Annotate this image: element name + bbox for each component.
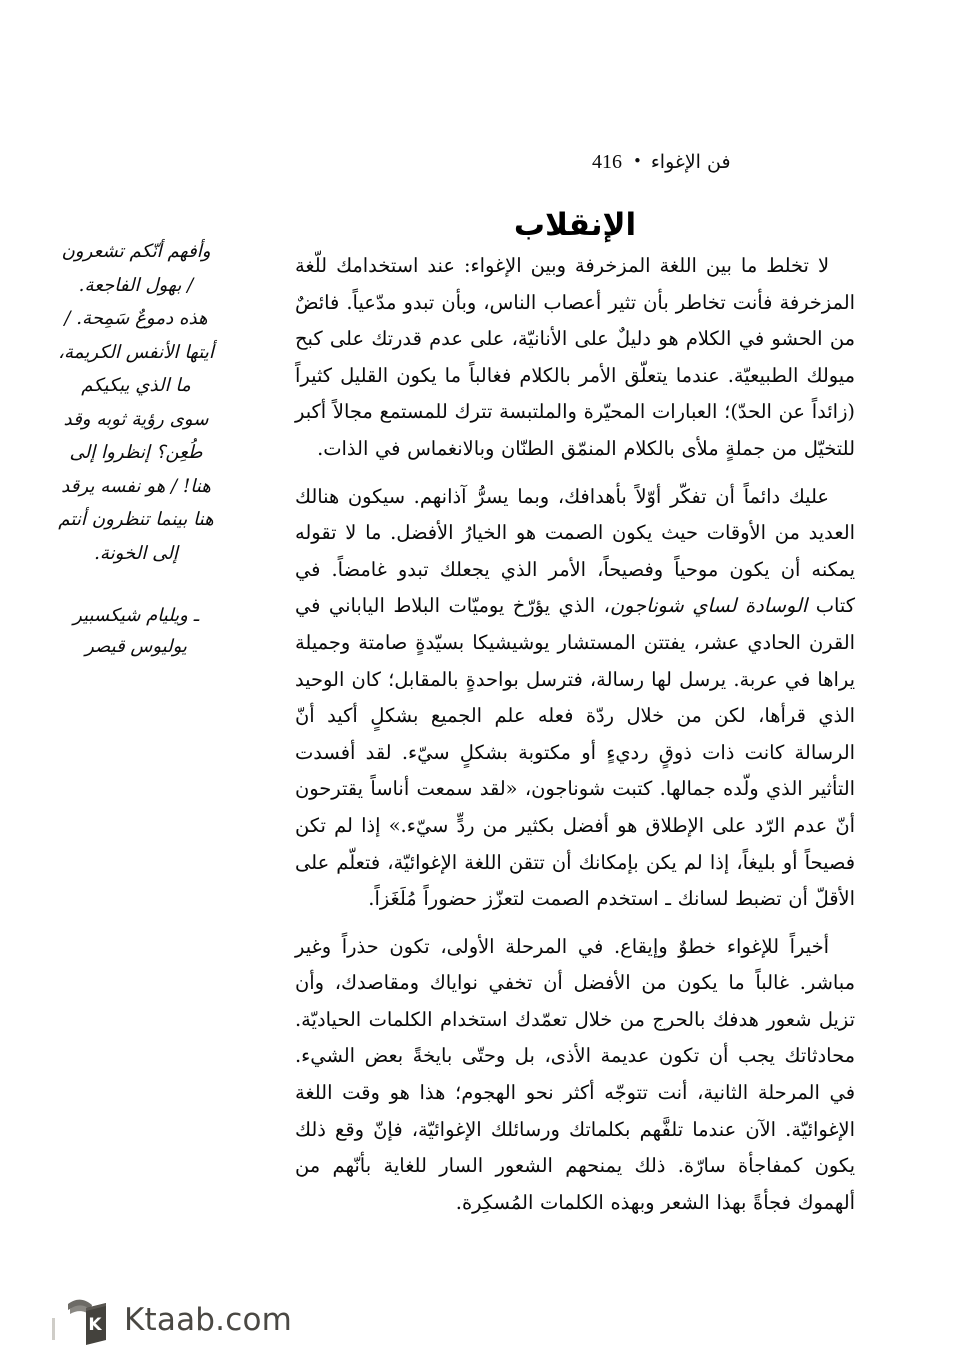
book-title-italic: الوسادة لساي شوناجون: [609, 594, 808, 618]
margin-quote-line: وأفهم أنّكم تشعرون: [61, 241, 211, 262]
body-paragraph-1: لا تخلط ما بين اللغة المزخرفة وبين الإغواء: عند استخدامك للّغة المزخرفة فأنت تخاطر بأن تثير أعصاب الناس، وبأن تبدو مدّعياً. فائضٌ من الحشو في الكلام هو دليلٌ على الأنانيّة، على عدم قدرتك على كبح ميولك الطبيعيّة. عندما يتعلّق الأمر بالكلام فغالباً ما يكون القليل كثيراً (زائداً عن الحدّ)؛ العبارات المحيّرة والملتبسة تترك للمستمع مجالاً أكبر للتخيّل من جملةٍ ملأى بالكلام المنمّق الطنّان وبالانغماس في الذات.: [295, 254, 855, 460]
margin-quote-line: طُعِن؟ إنظروا إلى: [69, 442, 203, 463]
margin-quote-line: هنا بينما تنظرون أنتم: [58, 509, 214, 530]
site-watermark: [66, 1294, 292, 1346]
book-logo-icon: [66, 1294, 110, 1346]
running-head: [592, 152, 892, 172]
running-head-page-number: 416: [592, 151, 622, 173]
running-head-separator-dot: •: [633, 152, 642, 170]
margin-quote-line: أيتها الأنفس الكريمة،: [58, 341, 214, 363]
running-head-book-title: فن الإغواء: [650, 151, 731, 173]
margin-quote-line: هذه دموعٌ سَمِحة. /: [64, 308, 208, 329]
margin-quote-attribution: [22, 600, 250, 662]
attribution-work: يوليوس قيصر: [85, 636, 187, 657]
body-paragraph-3: أخيراً للإغواء خطوٌ وإيقاع. في المرحلة الأولى، تكون حذراً وغير مباشر. غالباً ما يكون من الأفضل أن تخفي نواياك ومقاصدك، وأن تزيل شعور هدفك بالحرج من خلال تعمّدك استخدام الكلمات الحياديّة. محادثاتك يجب أن تكون عديمة الأذى، بل وحتّى بايخةً بعض الشيء. في المرحلة الثانية، أنت تتوجّه أكثر نحو الهجوم؛ هذا هو وقت اللغة الإغوائيّة. الآن عندما تلفَّهم بكلماتك ورسائلك الإغوائيّة، فإنّ وقع ذلك يكون كمفاجأة سارّة. ذلك يمنحهم الشعور السار للغاية بأنّهم من ألهموك فجأةً بهذا الشعر وبهذه الكلمات المُسكِرة.: [295, 934, 855, 1214]
margin-quote-line: هنا! / هو نفسه يرقد: [61, 475, 211, 497]
margin-quote-line: / بهول الفاجعة.: [78, 274, 194, 296]
watermark-text: Ktaab.com: [124, 1301, 293, 1338]
svg-text:K: K: [88, 1315, 102, 1335]
running-head-inner: [592, 152, 731, 172]
margin-quote-line: سوى رؤية ثوبه وقد: [63, 408, 209, 430]
page-spine-mark: [52, 1318, 55, 1340]
margin-quote-body: [22, 235, 250, 570]
body-paragraph-2: [295, 479, 855, 918]
body-text-column: [295, 248, 855, 1232]
margin-quote: [22, 235, 250, 662]
chapter-title: الإنقلاب: [513, 206, 637, 243]
attribution-author: ـ ويليام شيكسبير: [73, 605, 199, 626]
margin-quote-line: إلى الخونة.: [94, 542, 178, 564]
paragraph-2-text-after-booktitle: ، الذي يؤرّخ يوميّات البلاط الياباني في القرن الحادي عشر، يفتتن المستشار يوشيشيكا بسيّدةٍ صامتة وجميلة يراها في عربة. يرسل لها رسالة، فترسل بواحدةٍ بالمقابل؛ كان الوحيد الذي قرأها، لكن من خلال ردّة فعله علم الجميع بشكلٍ أكيد أنّ الرسالة كانت ذات ذوقٍ رديءٍ أو مكتوبة بشكلٍ سيّء. لقد أفسدت التأثير الذي ولّده جمالها. كتبت شوناجون، «لقد سمعت أناساً يقترحون أنّ عدم الرّد على الإطلاق هو أفضل بكثير من ردٍّ سيّء.» إذا لم تكن فصيحاً أو بليغاً، إذا لم يكن بإمكانك أن تتقن اللغة الإغوائيّة، فتعلّم على الأقلّ أن تضبط لسانك ـ استخدم الصمت لتعزّز حضوراً مُلَغَزاً.: [295, 594, 855, 911]
paragraph-2-text-before-booktitle: عليك دائماً أن تفكّر أوّلاً بأهدافك، وبما يسرُّ آذانهم. سيكون هنالك العديد من الأوقات حيث يكون الصمت هو الخيارُ الأفضل. ما لا تقوله يمكنه أن يكون موحياً وفصيحاً، الأمر الذي يجعلك تبدو غامضاً. في كتاب: [295, 484, 855, 618]
margin-quote-line: ما الذي يبكيكم: [81, 375, 191, 396]
